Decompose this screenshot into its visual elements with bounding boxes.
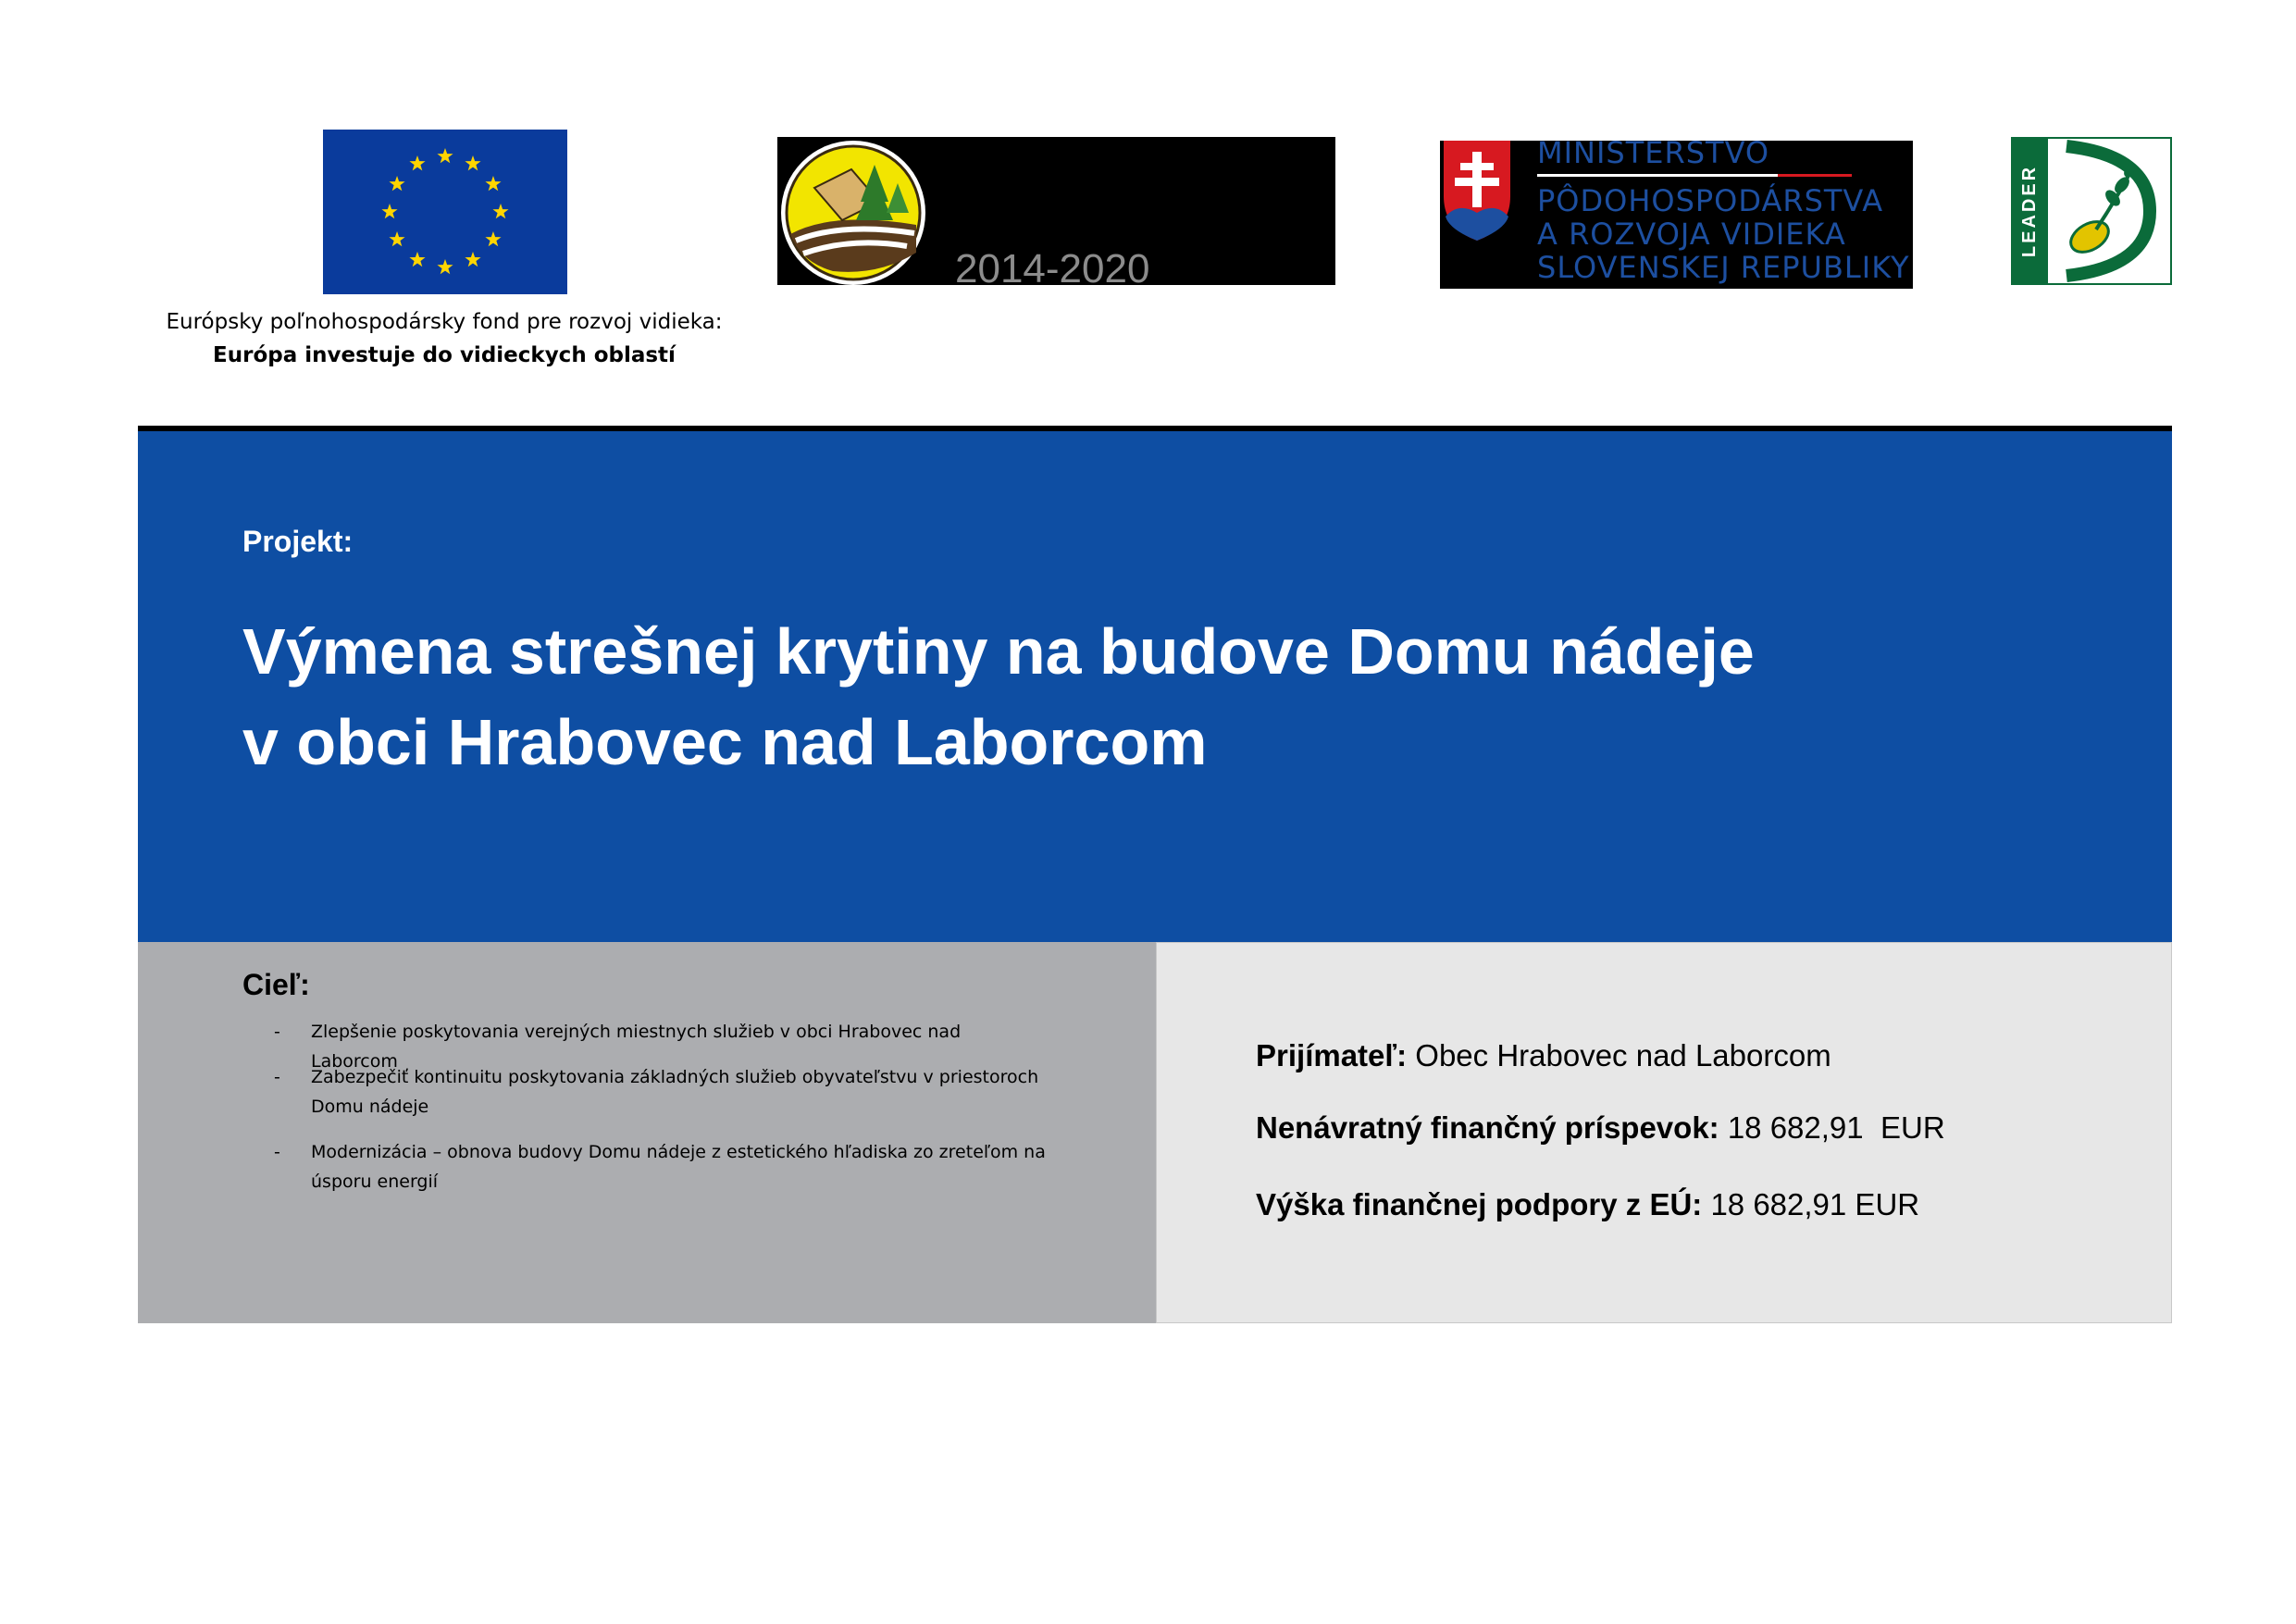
eu-support-label: Výška finančnej podpory z EÚ: (1256, 1187, 1703, 1221)
eu-star-icon (381, 204, 397, 218)
goal-item-text: Modernizácia – obnova budovy Domu nádeje z estetického hľadiska zo zreteľom na úsporu energií (311, 1142, 1046, 1192)
ministry-line2: PÔDOHOSPODÁRSTVA (1537, 183, 1884, 218)
eu-star-icon (492, 204, 508, 218)
landscape-emblem-icon (777, 137, 935, 285)
eu-star-icon (485, 176, 501, 191)
goal-item-text: Zabezpečiť kontinuitu poskytovania základných služieb obyvateľstvu v priestoroch Domu nádeje (311, 1067, 1039, 1117)
project-title-line2: v obci Hrabovec nad Laborcom (242, 706, 1208, 778)
slovak-coat-of-arms-icon (1440, 141, 1514, 242)
ministry-divider-red (1778, 174, 1852, 177)
eu-star-icon (409, 252, 425, 267)
ministry-logo (1440, 135, 1913, 289)
eu-star-icon (437, 148, 453, 163)
goal-item (274, 1062, 1051, 1122)
goal-item-dash: - (274, 1067, 280, 1087)
eu-star-icon (437, 259, 453, 274)
goal-item-text: Zlepšenie poskytovania verejných miestnych služieb v obci Hrabovec nad Laborcom (311, 1022, 962, 1072)
eu-fund-caption (93, 305, 796, 372)
goal-item (274, 1137, 1051, 1196)
ministry-line3: A ROZVOJA VIDIEKA (1537, 217, 1846, 252)
eu-support-row (1256, 1187, 1919, 1222)
eu-flag-logo (323, 130, 567, 294)
eu-star-icon (465, 252, 480, 267)
leader-text: LEADER (2019, 164, 2040, 258)
rural-program-logo (777, 137, 1335, 291)
eu-star-icon (465, 155, 480, 170)
ministry-line4: SLOVENSKEJ REPUBLIKY (1537, 250, 1910, 285)
grant-row (1256, 1110, 1945, 1146)
goal-item-dash: - (274, 1142, 280, 1162)
ministry-divider-white (1537, 174, 1778, 177)
eu-star-icon (389, 176, 404, 191)
grant-value: 18 682,91 EUR (1727, 1110, 1945, 1145)
grant-label: Nenávratný finančný príspevok: (1256, 1110, 1719, 1145)
program-years: 2014-2020 (955, 246, 1150, 291)
project-title (242, 606, 2001, 787)
recipient-row (1256, 1038, 1831, 1073)
goal-item-dash: - (274, 1022, 280, 1042)
eu-support-value: 18 682,91 EUR (1710, 1187, 1920, 1221)
eu-star-icon (389, 231, 404, 246)
eu-caption-line2: Európa investuje do vidieckych oblastí (213, 343, 676, 367)
eu-stars-icon (323, 130, 567, 294)
goal-heading: Cieľ: (242, 968, 310, 1001)
eu-star-icon (485, 231, 501, 246)
recipient-value: Obec Hrabovec nad Laborcom (1415, 1038, 1831, 1072)
project-label: Projekt: (242, 525, 354, 558)
ministry-line1: MINISTERSTVO (1537, 135, 1770, 170)
recipient-label: Prijímateľ: (1256, 1038, 1408, 1072)
eu-star-icon (409, 155, 425, 170)
leader-sprout-icon (2011, 137, 2172, 285)
eu-caption-line1: Európsky poľnohospodársky fond pre rozvoj vidieka: (166, 310, 723, 334)
project-title-line1: Výmena strešnej krytiny na budove Domu nádeje (242, 615, 1755, 688)
leader-logo (2011, 137, 2172, 285)
